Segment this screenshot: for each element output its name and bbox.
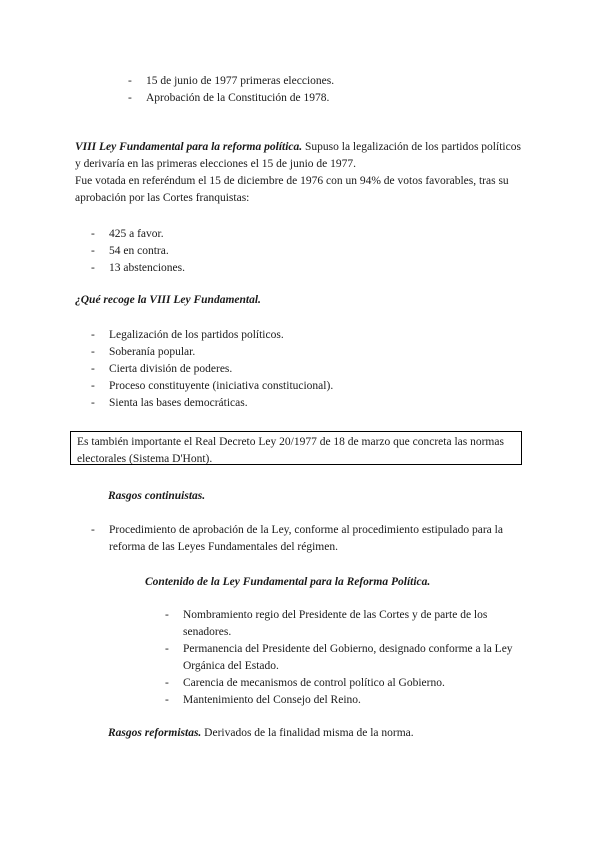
- list-item: - Proceso constituyente (iniciativa constitucional).: [91, 378, 491, 395]
- list-item: - Cierta división de poderes.: [91, 361, 491, 378]
- viii-title: VIII Ley Fundamental para la reforma política.: [75, 141, 303, 153]
- list-item: - Soberanía popular.: [91, 344, 491, 361]
- list-item: - Legalización de los partidos políticos.: [91, 327, 491, 344]
- contenido-list: [165, 607, 525, 709]
- list-item: - Procedimiento de aprobación de la Ley, conforme al procedimiento estipulado para la reforma de las Leyes Fundamentales del régimen.: [91, 522, 527, 556]
- list-item: - Permanencia del Presidente del Gobierno, designado conforme a la Ley Orgánica del Estado.: [165, 641, 525, 675]
- list-item: - Sienta las bases democráticas.: [91, 395, 491, 412]
- rasgos-reformistas-text: Derivados de la finalidad misma de la norma.: [201, 727, 414, 739]
- list-item: - 54 en contra.: [91, 243, 491, 260]
- rasgos-reformistas-paragraph: [108, 725, 528, 742]
- list-item: - 15 de junio de 1977 primeras elecciones.: [128, 73, 528, 90]
- list-item: - 13 abstenciones.: [91, 260, 491, 277]
- viii-paragraph: [75, 139, 525, 207]
- top-list: [128, 73, 528, 107]
- list-item: - Nombramiento regio del Presidente de las Cortes y de parte de los senadores.: [165, 607, 525, 641]
- que-recoge-heading: ¿Qué recoge la VIII Ley Fundamental.: [75, 294, 261, 306]
- que-recoge-list: [91, 327, 491, 412]
- contenido-heading: Contenido de la Ley Fundamental para la Reforma Política.: [145, 576, 431, 588]
- rasgos-continuistas-list: [91, 522, 527, 556]
- list-item: - Aprobación de la Constitución de 1978.: [128, 90, 528, 107]
- viii-text-1: Supuso la legalización de los partidos políticos y derivaría en las primeras elecciones el 15 de junio de 1977.: [75, 141, 521, 170]
- votes-list: [91, 226, 491, 277]
- rasgos-reformistas-title: Rasgos reformistas.: [108, 727, 202, 739]
- list-item: - Mantenimiento del Consejo del Reino.: [165, 692, 525, 709]
- viii-text-2: Fue votada en referéndum el 15 de diciembre de 1976 con un 94% de votos favorables, tras su aprobación por las Cortes franquistas:: [75, 175, 509, 204]
- list-item: - Carencia de mecanismos de control político al Gobierno.: [165, 675, 525, 692]
- boxed-note: Es también importante el Real Decreto Ley 20/1977 de 18 de marzo que concreta las normas electorales (Sistema D'Hont).: [70, 431, 522, 465]
- rasgos-continuistas-heading: Rasgos continuistas.: [108, 490, 206, 502]
- list-item: - 425 a favor.: [91, 226, 491, 243]
